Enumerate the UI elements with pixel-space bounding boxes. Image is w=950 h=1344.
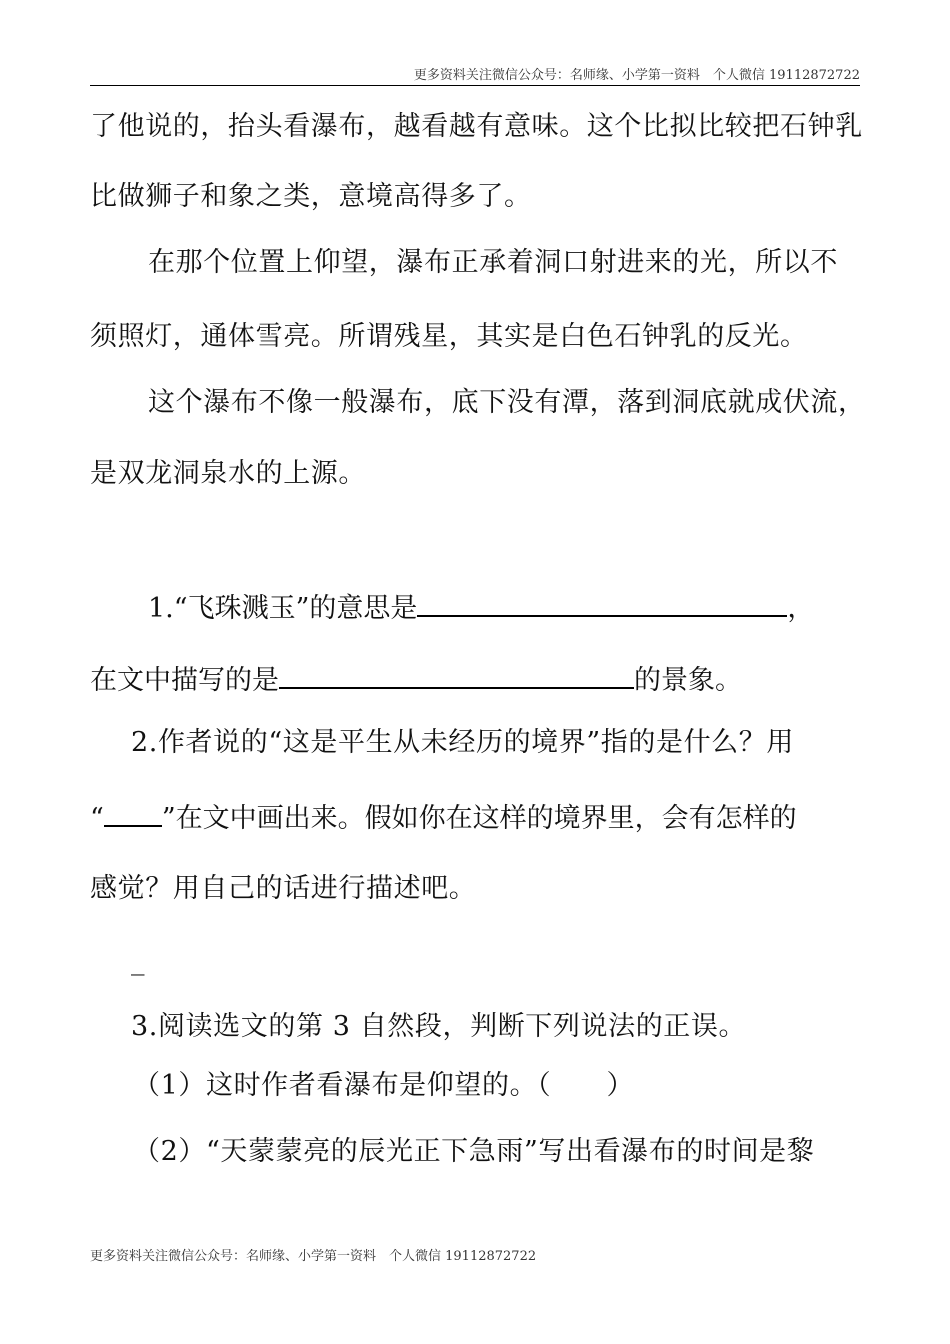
page-footer: 更多资料关注微信公众号：名师缘、小学第一资料 个人微信 19112872722: [90, 1249, 537, 1264]
question-1-prompt-2: 在文中描写的是: [90, 665, 279, 696]
question-3-item-2: （2）“天蒙蒙亮的辰光正下急雨”写出看瀑布的时间是黎: [133, 1136, 815, 1167]
question-1-comma: ，: [787, 593, 815, 624]
question-3-item-1: （1）这时作者看瀑布是仰望的。（ ）: [133, 1070, 635, 1101]
question-2-line2: [90, 799, 797, 836]
question-2-line3: 感觉？用自己的话进行描述吧。: [90, 873, 477, 904]
question-2-line2-text: ”在文中画出来。假如你在这样的境界里，会有怎样的: [161, 803, 797, 834]
underline-mark-example: [104, 799, 162, 827]
question-3-title: 3.阅读选文的第 3 自然段，判断下列说法的正误。: [131, 1011, 747, 1042]
question-1-line2: [90, 661, 742, 698]
passage-p3-line1: 这个瀑布不像一般瀑布，底下没有潭，落到洞底就成伏流，: [148, 387, 866, 418]
question-2-line1: 2.作者说的“这是平生从未经历的境界”指的是什么？用: [131, 727, 794, 758]
passage-p3-line2: 是双龙洞泉水的上源。: [90, 458, 366, 489]
header-divider: [90, 85, 860, 86]
page-header: 更多资料关注微信公众号：名师缘、小学第一资料 个人微信 19112872722: [413, 68, 860, 83]
question-2-answer-line[interactable]: _: [131, 945, 146, 976]
passage-p1-line1: 了他说的，抬头看瀑布，越看越有意味。这个比拟比较把石钟乳: [90, 111, 863, 142]
answer-blank-meaning[interactable]: [417, 589, 787, 617]
question-1-prompt: 1.“飞珠溅玉”的意思是: [148, 593, 418, 624]
question-1-suffix: 的景象。: [634, 665, 742, 696]
passage-p2-line2: 须照灯，通体雪亮。所谓残星，其实是白色石钟乳的反光。: [90, 321, 808, 352]
answer-blank-scene[interactable]: [279, 661, 634, 689]
passage-p1-line2: 比做狮子和象之类，意境高得多了。: [90, 181, 532, 212]
question-1-line1: [148, 589, 814, 626]
question-2-open-quote: “: [90, 803, 104, 834]
passage-p2-line1: 在那个位置上仰望，瀑布正承着洞口射进来的光，所以不: [148, 247, 838, 278]
